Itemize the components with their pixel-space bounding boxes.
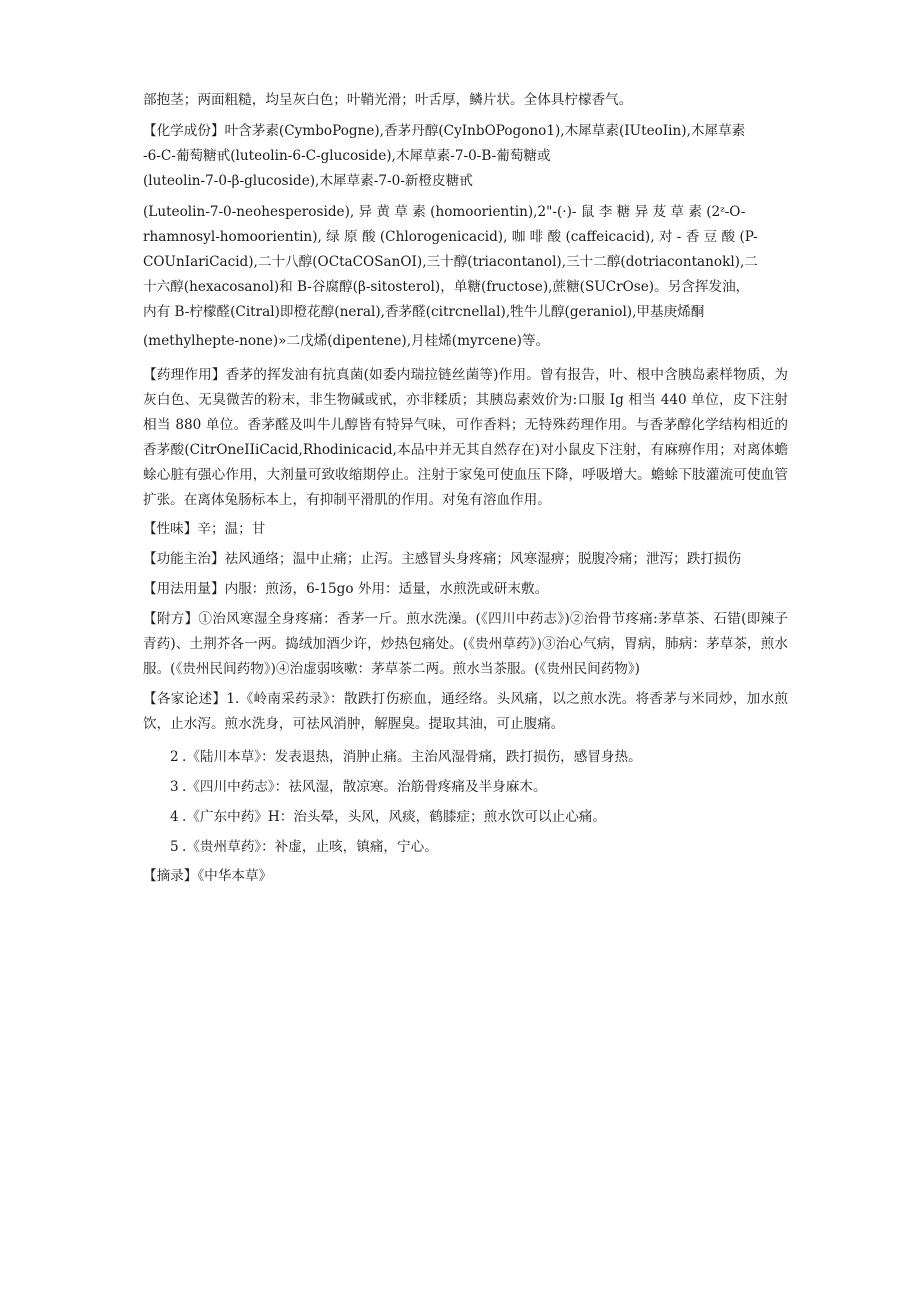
formula-heading: 【附方】 xyxy=(143,611,199,627)
chemistry-line-9: (methylhepte-none)»二戊烯(dipentene),月桂烯(myrcene)等。 xyxy=(143,333,550,349)
chemistry-line-3: (luteolin-7-0-β-glucoside),木犀草素-7-0-新橙皮糖甙 xyxy=(143,173,473,189)
function-heading: 【功能主治】 xyxy=(143,551,225,567)
formula-section xyxy=(143,607,788,682)
list-item-text: .《陆川本草》：发表退热，消肿止痛。主治风湿骨痛，跌打损伤，感冒身热。 xyxy=(182,749,642,765)
list-item-number: 4 xyxy=(170,809,179,825)
pharmacology-heading: 【药理作用】 xyxy=(143,367,226,383)
taste-heading: 【性味】 xyxy=(143,521,198,537)
chemistry-line-1 xyxy=(143,119,788,144)
comments-list xyxy=(143,742,788,862)
list-item xyxy=(143,832,788,862)
comments-section xyxy=(143,687,788,737)
chemistry-line-6: COUnIariCacid),二十八醇(OCtaCOSanOI),三十醇(triacontanol),三十二醇(dotriacontanokl),二 xyxy=(143,254,758,270)
comments-heading: 【各家论述】 xyxy=(143,691,227,707)
list-item-text: .《贵州草药》：补虚，止咳，镇痛，宁心。 xyxy=(182,839,438,855)
pharmacology-text: 香茅的挥发油有抗真菌(如委内瑞拉链丝菌等)作用。曾有报告，叶、根中含胰岛素样物质，为灰白色、无臭微苦的粉末，非生物碱或甙，亦非糅质；其胰岛素效价为:口服 Ig 相当 440 单位，皮下注射相当 880 单位。香茅醛及叫牛儿醇皆有特异气味，可作香料；无特殊药理作用。与香茅醇化学结构相近的香茅酸(CitrOneIIiCacid,Rhodinicacid,本品中并无其自然存在)对小鼠皮下注射，有麻痹作用；对离体蟾蜍心脏有强心作用，大剂量可致收缩期停止。注射于家兔可使血压下降，呼吸增大。蟾蜍下肢灌流可使血管扩张。在离体兔肠标本上，有抑制平滑肌的作用。对兔有溶血作用。 xyxy=(143,367,789,508)
list-item-number: 3 xyxy=(170,779,179,795)
function-text: 祛风通络；温中止痛；止泻。主感冒头身疼痛；风寒湿痹；脱腹冷痛；泄泻；跌打损伤 xyxy=(224,551,742,567)
chemistry-heading: 【化学成份】 xyxy=(143,123,225,139)
chemistry-text-1: 叶含茅素(CymboPogne),香茅丹醇(CyInbOPogono1),木犀草素(IUteoIin),木犀草素 xyxy=(224,123,746,139)
list-item-number: 2 xyxy=(170,749,179,765)
document-page xyxy=(143,88,788,889)
list-item-text: .《四川中药志》：祛风湿，散凉寒。治筋骨疼痛及半身麻木。 xyxy=(182,779,547,795)
list-item xyxy=(143,802,788,832)
formula-text: ①治风寒湿全身疼痛：香茅一斤。煎水洗澡。(《四川中药志》)②治骨节疼痛:茅草茶、石错(即辣子青药)、土荆芥各一两。捣绒加酒少许，炒热包痛处。(《贵州草药》)③治心气病，胃病，肺病：茅草茶，煎水服。(《贵州民间药物》)④治虚弱咳嗽：茅草茶二两。煎水当茶服。(《贵州民间药物》) xyxy=(143,611,788,677)
pharmacology-section xyxy=(143,363,788,513)
chemistry-line-4: (Luteolin-7-0-neohesperoside), 异 黄 草 素 (homoorientin),2"-(·)- 鼠 李 糖 异 芨 草 素 (2ᶻ-O- xyxy=(143,204,746,220)
chemistry-line-5: rhamnosyl-homoorientin), 绿 原 酸 (Chlorogenicacid), 咖 啡 酸 (caffeicacid), 对 - 香 豆 酸 (P- xyxy=(143,229,758,245)
usage-text: 内服：煎汤，6-15go 外用：适量，水煎洗或研末敷。 xyxy=(224,581,549,597)
usage-section xyxy=(143,577,788,602)
chemistry-line-2: -6-C-葡萄糖甙(luteolin-6-C-glucoside),木犀草素-7-0-B-葡萄糖或 xyxy=(143,148,551,164)
list-item xyxy=(143,772,788,802)
chemistry-line-8: 内有 B-柠檬醛(Citral)即橙花醇(neral),香茅醛(citrcnellal),牲牛儿醇(geraniol),甲基庚烯酮 xyxy=(143,304,705,320)
taste-section xyxy=(143,517,788,542)
chemistry-section xyxy=(143,119,788,354)
source-section xyxy=(143,864,788,889)
list-item-text: .《广东中药》H：治头晕，头风，风痰，鹤膝症；煎水饮可以止心痛。 xyxy=(182,809,606,825)
list-item-number: 5 xyxy=(170,839,179,855)
usage-heading: 【用法用量】 xyxy=(143,581,225,597)
source-text: 《中华本草》 xyxy=(197,868,273,884)
taste-text: 辛；温；甘 xyxy=(197,521,266,537)
function-section xyxy=(143,547,788,572)
comments-first-item: 1.《岭南采药录》：散跌打伤瘀血，通经络。头风痛，以之煎水洗。将香茅与米同炒，加水煎饮，止水泻。煎水洗身，可祛风消肿，解腥臭。提取其油，可止腹痛。 xyxy=(143,691,788,732)
chemistry-line-7: 十六醇(hexacosanol)和 B-谷腐醇(β-sitosterol)，单糖(fructose),蔗糖(SUCrOse)。另含挥发油， xyxy=(143,279,750,295)
intro-paragraph: 部抱茎；两面粗糙，均呈灰白色；叶鞘光滑；叶舌厚，鳞片状。全体具柠檬香气。 xyxy=(143,92,633,108)
list-item xyxy=(143,742,788,772)
source-heading: 【摘录】 xyxy=(143,868,198,884)
